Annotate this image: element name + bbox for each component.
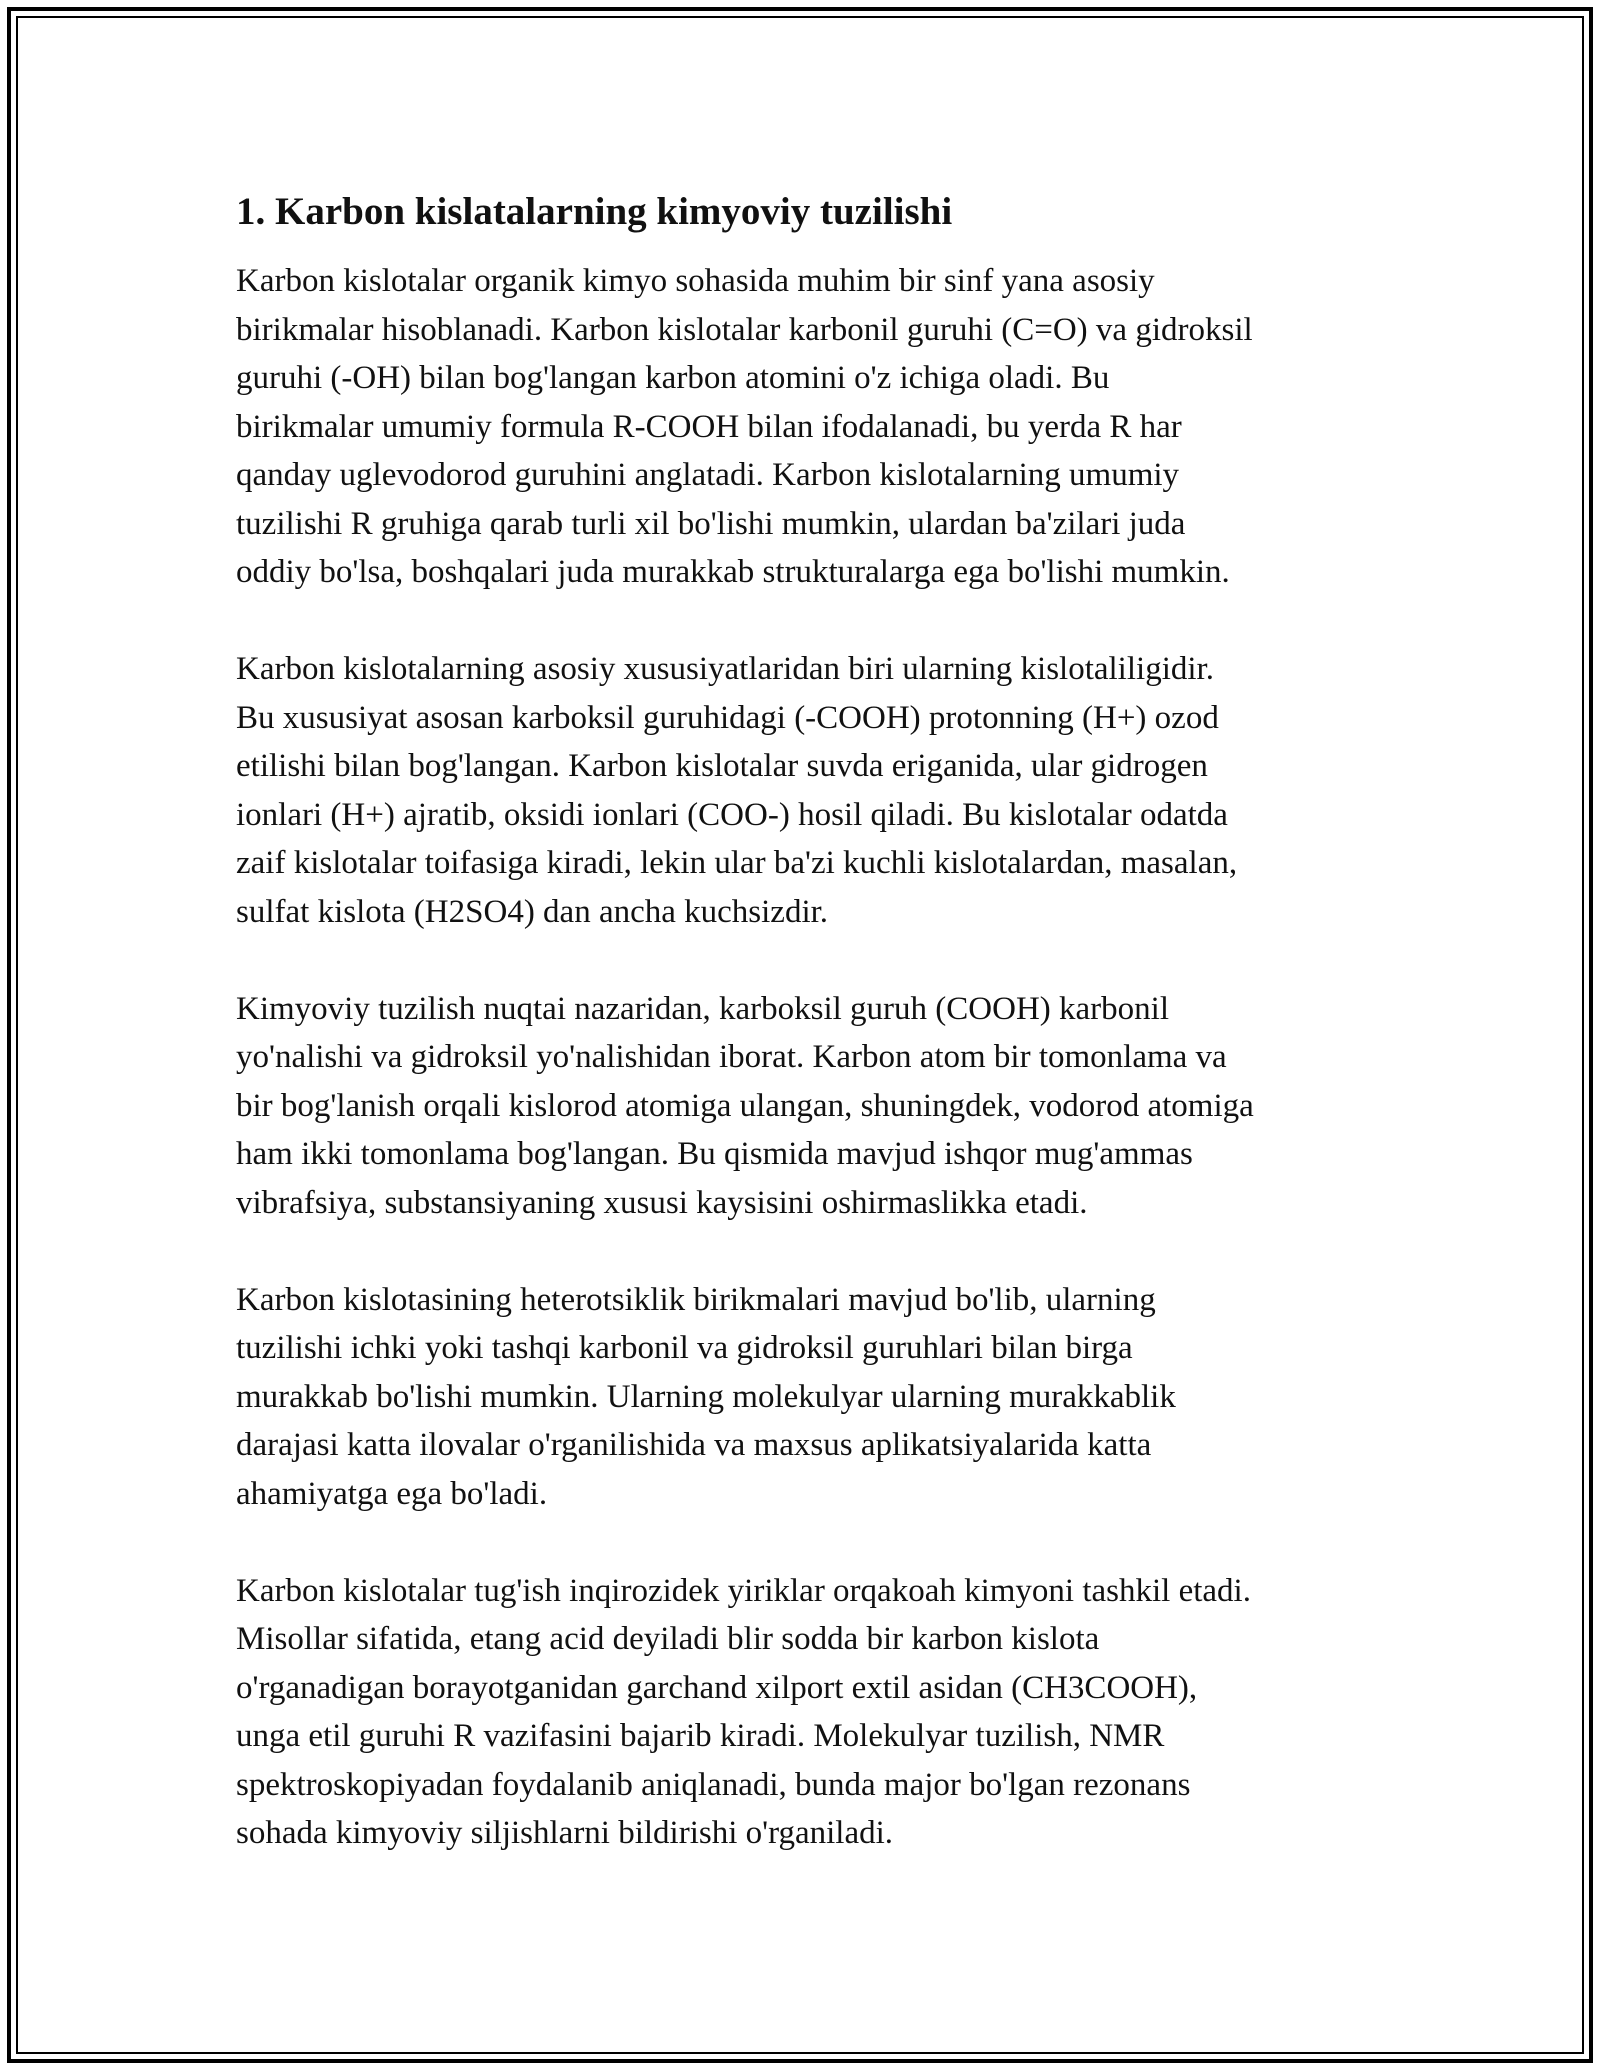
text-line: birikmalar umumiy formula R-COOH bilan ifodalanadi, bu yerda R har bbox=[236, 408, 1182, 445]
text-line: yo'nalishi va gidroksil yo'nalishidan iborat. Karbon atom bir tomonlama va bbox=[236, 1039, 1227, 1075]
text-line: etilishi bilan bog'langan. Karbon kislotalar suvda eriganida, ular gidrogen bbox=[236, 748, 1208, 784]
section-heading: 1. Karbon kislatalarning kimyoviy tuzilishi bbox=[236, 190, 953, 233]
document-body bbox=[236, 186, 1376, 1906]
paragraph-4 bbox=[236, 1276, 1376, 1519]
text-line: Bu xususiyat asosan karboksil guruhidagi (-COOH) protonning (H+) ozod bbox=[236, 699, 1219, 736]
text-line: murakkab bo'lishi mumkin. Ularning molekulyar ularning murakkablik bbox=[236, 1378, 1176, 1415]
text-line: tuzilishi ichki yoki tashqi karbonil va gidroksil guruhlari bilan birga bbox=[236, 1330, 1133, 1366]
text-line: sulfat kislota (H2SO4) dan ancha kuchsizdir. bbox=[236, 893, 829, 930]
text-line: darajasi katta ilovalar o'rganilishida va maxsus aplikatsiyalarida katta bbox=[236, 1427, 1152, 1463]
text-line: Karbon kislotasining heterotsiklik birikmalari mavjud bo'lib, ularning bbox=[236, 1281, 1156, 1318]
text-line: birikmalar hisoblanadi. Karbon kislotalar karbonil guruhi (C=O) va gidroksil bbox=[236, 311, 1253, 348]
text-line: bir bog'lanish orqali kislorod atomiga ulangan, shuningdek, vodorod atomiga bbox=[236, 1087, 1254, 1124]
text-line: ham ikki tomonlama bog'langan. Bu qismida mavjud ishqor mug'ammas bbox=[236, 1136, 1193, 1172]
text-line: Karbon kislotalarning asosiy xususiyatlaridan biri ularning kislotaliligidir. bbox=[236, 651, 1214, 687]
text-line: vibrafsiya, substansiyaning xususi kaysisini oshirmaslikka etadi. bbox=[236, 1184, 1088, 1221]
text-line: spektroskopiyadan foydalanib aniqlanadi, bunda major bo'lgan rezonans bbox=[236, 1766, 1191, 1803]
text-line: Karbon kislotalar tug'ish inqirozidek yiriklar orqakoah kimyoni tashkil etadi. bbox=[236, 1572, 1251, 1609]
text-line: sohada kimyoviy siljishlarni bildirishi o'rganiladi. bbox=[236, 1815, 894, 1851]
text-line: oddiy bo'lsa, boshqalari juda murakkab strukturalarga ega bo'lishi mumkin. bbox=[236, 554, 1230, 590]
text-line: ionlari (H+) ajratib, oksidi ionlari (COO-) hosil qiladi. Bu kislotalar odatda bbox=[236, 796, 1228, 833]
text-line: guruhi (-OH) bilan bog'langan karbon atomini o'z ichiga oladi. Bu bbox=[236, 360, 1110, 396]
text-line: ahamiyatga ega bo'ladi. bbox=[236, 1475, 548, 1512]
text-line: Karbon kislotalar organik kimyo sohasida muhim bir sinf yana asosiy bbox=[236, 263, 1155, 299]
text-line: Kimyoviy tuzilish nuqtai nazaridan, karboksil guruh (COOH) karbonil bbox=[236, 990, 1169, 1027]
text-line: unga etil guruhi R vazifasini bajarib kiradi. Molekulyar tuzilish, NMR bbox=[236, 1718, 1165, 1754]
paragraph-2 bbox=[236, 645, 1376, 936]
paragraph-3 bbox=[236, 985, 1376, 1228]
text-line: zaif kislotalar toifasiga kiradi, lekin ular ba'zi kuchli kislotalardan, masalan, bbox=[236, 845, 1238, 881]
paragraph-5 bbox=[236, 1567, 1376, 1858]
text-line: o'rganadigan borayotganidan garchand xilport extil asidan (CH3COOH), bbox=[236, 1669, 1198, 1706]
text-line: tuzilishi R gruhiga qarab turli xil bo'lishi mumkin, ulardan ba'zilari juda bbox=[236, 505, 1186, 542]
paragraph-1 bbox=[236, 257, 1376, 597]
text-line: qanday uglevodorod guruhini anglatadi. Karbon kislotalarning umumiy bbox=[236, 457, 1180, 493]
text-line: Misollar sifatida, etang acid deyiladi blir sodda bir karbon kislota bbox=[236, 1621, 1100, 1657]
